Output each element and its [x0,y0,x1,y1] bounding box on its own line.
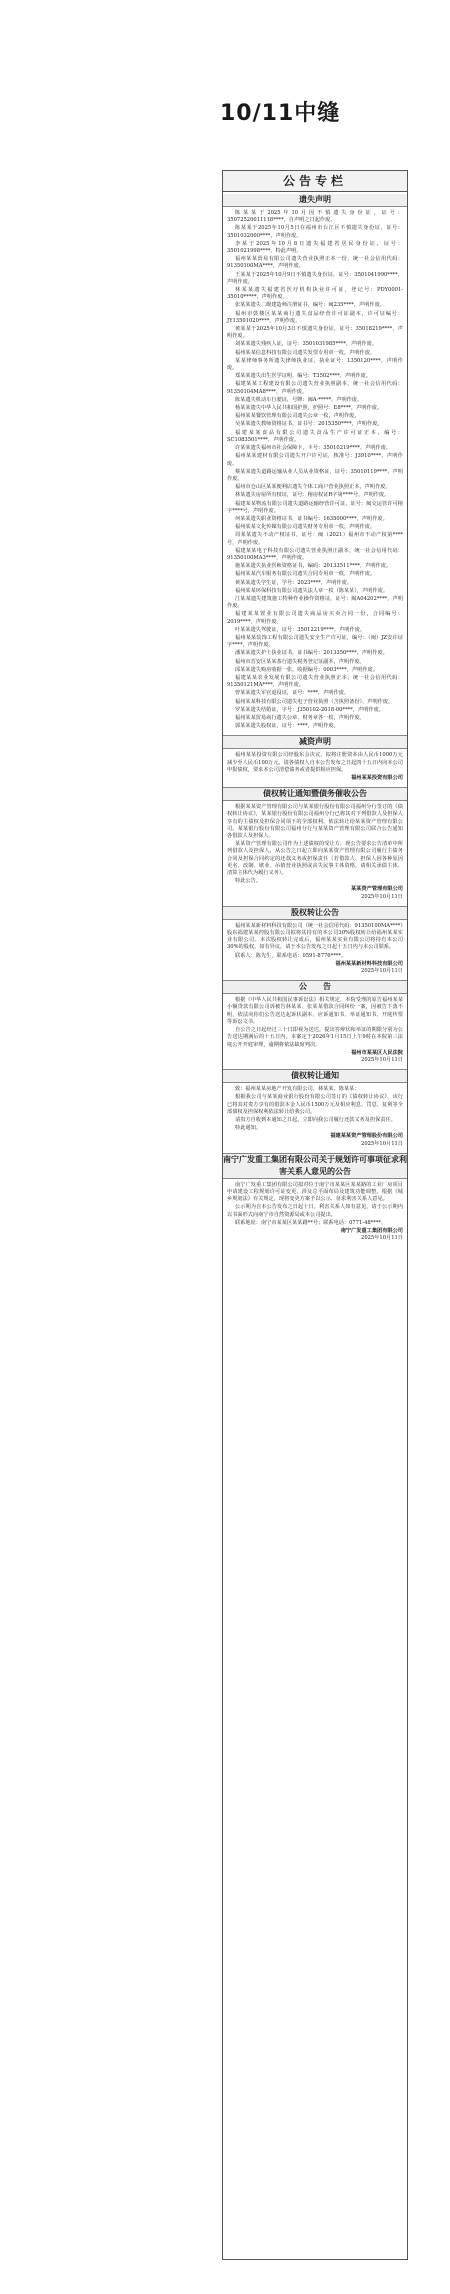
notice-entry: 叶某某遗失驾驶证，证号：35012219****，声明作废。 [235,626,366,633]
section-heading: 公 告 [223,980,407,994]
notice-entry: 某某资产管理有限公司作为上述债权的受让方，现公告要求公告清单中所列借款人及担保人，从公告之日起立即向某某资产管理有限公司履行主债务合同及担保合同约定的还款义务或担保责任（若借款人、担保人因各种原因更名、改制、歇业、吊销营业执照或丧失民事主体资格，请相关承债主体、清算主体代为履行义务）。 [227,841,403,877]
notice-entry: 周某某遗失不动产权证书，证号：闽（2021）福州市不动产权第****号，声明作废。 [227,532,403,546]
notice-entry: 根据《中华人民共和国民事诉讼法》相关规定，本院受理的原告福州某某小额贷款有限公司诉被告林某某、张某某借款合同纠纷一案，因被告下落不明，依法向你们公告送达起诉状副本、应诉通知书、举证通知书、开庭传票等诉讼文书。 [227,997,403,1025]
notice-entry: 福州市鼓楼区某某商行遗失食品经营许可证副本，许可证编号：JY13501020****，声明作废。 [227,310,403,324]
notice-entry: 公示期为自本公告发布之日起十日。利害关系人如有意见，请于公示期内以书面形式向南宁市自然资源局或本公司提出。 [227,1204,403,1218]
notice-entry: 南宁广发重工集团有限公司拟对位于南宁市某某区某某路的工业厂房项目申请建设工程规划许可证变更，涉及总平面布局及建筑功能调整。根据《城乡规划法》有关规定，现将变更方案予以公示，征求利害关系人意见。 [227,1181,403,1203]
notice-entry: 福州某某文化传媒有限公司遗失财务专用章一枚，声明作废。 [235,524,376,531]
notice-entry: 福建某某工程建设有限公司遗失营业执照副本，统一社会信用代码：91350104MA8****，声明作废。 [227,381,403,395]
column-title: 公告专栏 [223,171,407,192]
section-body [223,997,407,1048]
section-body [223,923,407,960]
notice-entry: 请贵方自收到本通知之日起，立即向我公司履行还款义务及担保责任。 [235,1116,396,1123]
notice-entry: 致：福州某某房地产开发有限公司、林某某、陈某某： [235,1086,360,1093]
notice-entry: 福州某某贸易商行遗失公章、财务章各一枚，声明作废。 [235,715,365,721]
notice-date: 2025年10月11日 [361,968,403,975]
notice-signature: 南宁广发重工集团有限公司 [340,1227,403,1234]
section-heading: 减资声明 [223,735,407,749]
notice-entry: 吴某某遗失教师资格证书，证书号：2015350****，声明作废。 [235,421,383,428]
section-body [223,1182,407,1227]
notice-entry: 蔡某某遗失道路运输从业人员从业资格证，证号：35010119****，声明作废。 [227,468,403,482]
notice-entry: 黄某某于2025年10月3日不慎遗失身份证，证号：35018219****，声明作废。 [227,326,403,340]
notice-signature: 某某资产管理有限公司 [351,886,403,893]
notice-entry: 联系地址：南宁市某某区某某路**号；联系电话：0771-48****。 [235,1219,387,1226]
section-heading: 股权转让公告 [223,906,407,920]
notice-column [222,170,408,2260]
section-heading: 债权转让通知 [223,1069,407,1083]
notice-entry: 何某某遗失职业资格证书，证书编号：1635000****，声明作废。 [235,515,388,522]
notice-entry: 福州某某餐饮管理有限公司遗失公章一枚，声明作废。 [235,413,360,420]
notice-entry: 杨某某遗失中华人民共和国护照，护照号：E8****，声明作废。 [235,405,383,412]
notice-entry: 联系人：陈先生，联系电话：0591-8776****。 [235,952,347,959]
notice-entry: 江某某遗失建筑施工特种作业操作资格证，证号：闽A04202****，声明作废。 [227,595,403,610]
notice-entry: 福州市晋安区某某茶行遗失税务登记证副本，声明作废。 [235,658,365,665]
notice-entry: 福州某某汽车服务有限公司遗失合同专用章一枚，声明作废。 [235,571,376,578]
page-title: 10/11中缝 [220,101,341,126]
notice-sections [223,194,407,1242]
notice-entry: 罗某某遗失结婚证，字号：J350102-2018-00****，声明作废。 [235,706,384,713]
notice-entry: 郑某某遗失出生医学证明，编号：T3502****，声明作废。 [235,373,371,380]
notice-entry: 陈某某于2025年10月5日在福州市台江区不慎遗失身份证，证号：3501032000****，声明作废。 [227,225,403,239]
notice-entry: 黄某某遗失学生证，学号：2023****，声明作废。 [235,579,352,586]
notice-entry: 自公告之日起经过三十日即视为送达。提出答辩状和举证的期限分别为公告送达期满后的十五日内。本案定于2026年1月15日上午9时在本院第三法庭公开开庭审理，逾期将依法缺席判决。 [227,1027,403,1048]
notice-entry: 潘某某遗失护士执业证书，证书编号：2013350****，声明作废。 [235,650,388,657]
notice-date: 2025年10月11日 [361,1056,403,1063]
notice-entry: 王某某于2025年10月9日不慎遗失身份证，证号：3501041990****，声明作废。 [227,271,403,285]
section-body [223,752,407,774]
notice-entry: 福州某某信息科技有限公司遗失发票专用章一枚，声明作废。 [235,349,376,356]
notice-entry: 张某某遗失二级建造师注册证书，编号：闽235****，声明作废。 [235,302,385,309]
notice-entry: 福建某某物流有限公司遗失道路运输经营许可证，证号：闽交运管许可榕字****号，声明作废。 [227,500,403,514]
notice-entry: 特此公告。 [235,878,261,885]
notice-entry: 邱某某遗失购房收据一张，收据编号：0003****，声明作废。 [235,666,378,673]
section-body [223,804,407,885]
notice-date: 2025年10月11日 [361,1140,403,1147]
notice-entry: 施某某遗失执业医师资格证书，编码：20133511****，声明作废。 [235,563,392,570]
notice-signature: 福州某某新材料科技有限公司 [335,960,403,967]
notice-entry: 福建某某电子科技有限公司遗失营业执照正副本，统一社会信用代码：91350100MA3****，声明作废。 [227,547,403,561]
notice-entry: 林某某遗失福建省医疗机构执业许可证，登记号：PDY0001-35010*****，声明作废。 [227,287,403,301]
notice-entry: 福州某某科技有限公司遗失电子营业执照（含执照备份），声明作废。 [235,698,394,705]
notice-entry: 福州某某贸易有限公司遗失营业执照正本一份，统一社会信用代码：91350100MA****，声明作废。 [227,256,403,270]
notice-entry: 福州某某建材有限公司遗失开户许可证，核准号：J3910****，声明作废。 [227,453,403,467]
notice-entry: 根据某某资产管理有限公司与某某银行股份有限公司福州分行签订的《债权转让协议》，某某银行股份有限公司福州分行已将其对下列借款人及担保人享有的主债权及担保合同项下的全部权利，依法转让给某某资产管理有限公司。某某银行股份有限公司福州分行与某某资产管理有限公司联合公告通知各借款人及担保人。 [227,804,403,840]
section-body [223,210,407,730]
notice-entry: 特此通知。 [235,1125,261,1132]
notice-entry: 陈某某于2025年10月因不慎遗失身份证，证号：35072520011118****，自声明之日起作废。 [227,210,403,224]
notice-entry: 许某某遗失福州市社会保障卡，卡号：35010219****，声明作废。 [235,445,392,452]
section-heading: 债权转让通知暨债务催收公告 [223,787,407,801]
section-body [223,1086,407,1132]
notice-entry: 陈某遗失机动车行驶证，号牌：闽A·*****，声明作废。 [235,396,363,403]
section-heading: 遗失声明 [223,194,407,207]
notice-entry: 福建某某农业发展有限公司遗失营业执照正本，统一社会信用代码：91350121MA****，声明作废。 [227,674,403,689]
notice-entry: 林某遗失房屋所有权证，证号：榕房权证R字第****号，声明作废。 [235,492,390,499]
notice-entry: 根据我公司与某某商业银行股份有限公司签订的《债权转让协议》，该行已将其对贵方享有的借款本金人民币1500万元及相应利息、罚息、复利等全部债权及担保权利依法转让给我公司。 [227,1094,403,1115]
notice-date: 2025年10月11日 [361,1235,403,1242]
notice-entry: 刘某某遗失残疾人证，证号：3501031985****，声明作废。 [235,341,377,348]
notice-signature: 福州某某投资有限公司 [351,775,403,782]
notice-entry: 福州某某装饰工程有限公司遗失安全生产许可证，编号：（闽）JZ安许证字****，声明作废。 [227,634,403,649]
notice-entry: 福州某某环保科技有限公司遗失法人章一枚（陈某某），声明作废。 [235,587,389,594]
notice-entry: 某某律师事务所遗失律师执业证，执业证号：1350120****，声明作废。 [227,357,403,372]
notice-entry: 福州某某新材料科技有限公司（统一社会信用代码：91350100MA****）股东福建某某控股有限公司拟将其持有的本公司30%股权转让给福州某某实业有限公司。本次股权转让完成后，福州某某实业有限公司将持有本公司30%的股权。如有异议，请于本公告发布之日起十五日内与本公司联系。 [227,922,403,951]
notice-entry: 郭某某遗失股权证，证号：****，声明作废。 [235,723,339,730]
notice-entry: 福建某某食品有限公司遗失食品生产许可证正本，编号：SC1083501****，声明作废。 [227,429,403,443]
notice-entry: 李某于2025年10月8日遗失福建省居民身份证，证号：3501021998****，特此声明。 [227,240,403,255]
section-heading: 南宁广发重工集团有限公司关于规划许可事项征求利害关系人意见的公告 [223,1153,407,1179]
notice-entry: 福州某某投资有限公司经股东会决议，拟将注册资本由人民币1000万元减少至人民币100万元。请各债权人自本公告发布之日起四十五日内向本公司申报债权，要求本公司清偿债务或者提供相应担保。 [227,752,403,773]
notice-entry: 曾某某遗失军官退役证，证号：****，声明作废。 [235,690,350,697]
notice-entry: 福州市仓山区某某便利店遗失个体工商户营业执照正本，声明作废。 [235,484,391,491]
notice-entry: 福建某某置业有限公司遗失商品房买卖合同一份，合同编号：2019****，声明作废。 [227,611,403,625]
notice-signature: 福建某某资产管理股份有限公司 [330,1133,403,1140]
notice-date: 2025年10月11日 [361,893,403,900]
notice-signature: 福州市某某区人民法院 [351,1049,403,1056]
